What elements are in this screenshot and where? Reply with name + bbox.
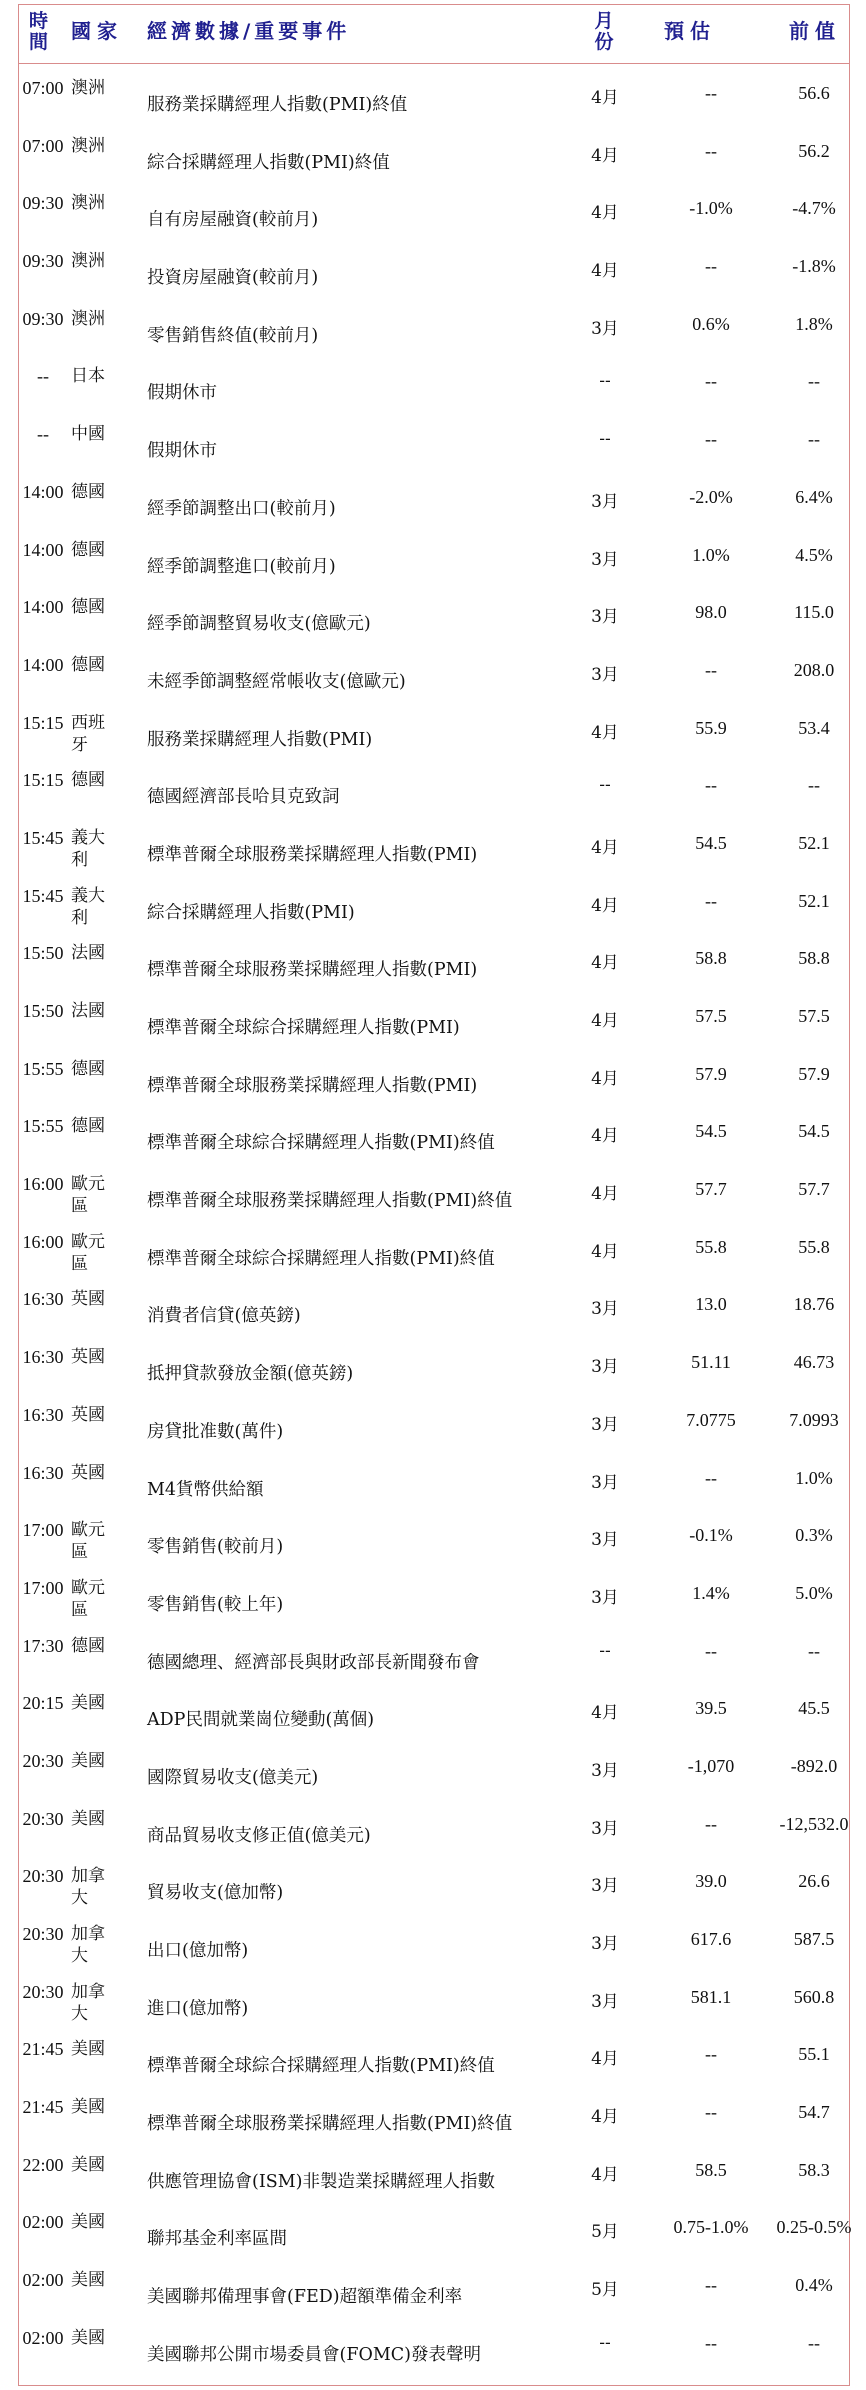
cell-country: 美國 <box>71 1693 105 1714</box>
cell-time: 20:30 <box>22 1808 64 1829</box>
cell-country: 德國 <box>71 597 105 618</box>
cell-event: 進口(億加幣) <box>147 1998 249 2019</box>
table-row <box>19 755 849 813</box>
table-row <box>19 1794 849 1852</box>
cell-prior: 57.9 <box>798 1063 830 1084</box>
cell-prior: -- <box>808 371 820 392</box>
cell-month: -- <box>599 429 611 450</box>
cell-month: 3月 <box>591 1934 619 1954</box>
cell-month: 3月 <box>591 1818 619 1839</box>
cell-time: 09:30 <box>22 193 64 214</box>
cell-prior: 208.0 <box>793 659 835 680</box>
cell-prior: 6.4% <box>795 486 833 507</box>
cell-prior: 0.4% <box>795 2275 833 2296</box>
cell-month: 5月 <box>591 2222 619 2243</box>
cell-event: 未經季節調整經常帳收支(億歐元) <box>147 671 406 692</box>
cell-time: 14:00 <box>22 481 64 502</box>
cell-prior: 0.3% <box>795 1525 833 1546</box>
cell-forecast: 0.6% <box>692 313 730 334</box>
cell-time: 14:00 <box>22 539 64 560</box>
cell-prior: 55.1 <box>798 2044 830 2065</box>
table-row <box>19 813 849 871</box>
cell-country: 法國 <box>71 1001 105 1021</box>
cell-country: 美國 <box>71 2097 105 2118</box>
cell-time: 17:00 <box>22 1520 64 1541</box>
cell-event: 供應管理協會(ISM)非製造業採購經理人指數 <box>147 2171 495 2192</box>
cell-prior: 54.7 <box>798 2102 830 2123</box>
cell-prior: 57.5 <box>798 1006 830 1026</box>
cell-prior: 52.1 <box>798 890 830 911</box>
cell-forecast: -- <box>705 2102 717 2123</box>
cell-prior: 115.0 <box>794 602 834 623</box>
cell-prior: 52.1 <box>798 832 830 853</box>
cell-prior: 18.76 <box>793 1294 835 1315</box>
table-row <box>19 525 849 583</box>
cell-month: -- <box>599 371 611 392</box>
cell-time: 20:30 <box>22 1981 64 2002</box>
cell-forecast: -- <box>705 371 717 392</box>
cell-country: 美國 <box>71 2039 105 2060</box>
cell-month: 4月 <box>591 261 619 282</box>
cell-country: 美國 <box>71 2154 105 2175</box>
cell-country: 義大利 <box>71 885 105 928</box>
table-row <box>19 2255 849 2313</box>
cell-month: 3月 <box>591 1760 619 1781</box>
cell-forecast: 57.9 <box>695 1063 727 1084</box>
cell-event: 商品貿易收支修正值(億美元) <box>147 1825 371 1846</box>
cell-forecast: -- <box>705 2275 717 2296</box>
cell-country: 歐元區 <box>71 1174 105 1217</box>
cell-country: 德國 <box>71 481 105 502</box>
cell-month: 3月 <box>591 1357 619 1378</box>
cell-country: 中國 <box>71 424 105 445</box>
table-row <box>19 294 849 352</box>
cell-event: 貿易收支(億加幣) <box>147 1883 284 1904</box>
table-row <box>19 2140 849 2198</box>
cell-forecast: -2.0% <box>689 486 733 507</box>
cell-country: 德國 <box>71 654 105 675</box>
cell-prior: 57.7 <box>798 1179 830 1200</box>
cell-forecast: 58.8 <box>695 948 727 969</box>
cell-month: 4月 <box>591 2107 619 2128</box>
cell-time: 15:55 <box>22 1116 64 1137</box>
cell-month: -- <box>599 775 611 796</box>
cell-event: 假期休市 <box>147 383 217 404</box>
cell-forecast: -- <box>705 2332 717 2353</box>
cell-month: 3月 <box>591 549 619 570</box>
cell-prior: 1.0% <box>795 1467 833 1488</box>
cell-forecast: -- <box>705 659 717 680</box>
cell-time: 14:00 <box>22 597 64 618</box>
cell-event: M4貨幣供給額 <box>147 1479 264 1500</box>
table-row <box>19 63 849 121</box>
cell-prior: 58.3 <box>798 2159 830 2180</box>
cell-time: 09:30 <box>22 308 64 329</box>
cell-country: 英國 <box>71 1289 105 1310</box>
table-row <box>19 467 849 525</box>
cell-month: 3月 <box>591 1991 619 2012</box>
cell-time: 09:30 <box>22 251 64 272</box>
cell-month: 4月 <box>591 2164 619 2185</box>
table-row <box>19 582 849 640</box>
table-row <box>19 1044 849 1102</box>
cell-country: 德國 <box>71 1058 105 1079</box>
cell-month: 3月 <box>591 1876 619 1897</box>
cell-month: 3月 <box>591 1472 619 1493</box>
cell-event: 標準普爾全球服務業採購經理人指數(PMI) <box>147 844 478 865</box>
cell-prior: 45.5 <box>798 1698 830 1719</box>
cell-event: 投資房屋融資(較前月) <box>147 268 319 289</box>
cell-time: 07:00 <box>22 135 64 156</box>
cell-prior: -892.0 <box>790 1755 838 1776</box>
cell-event: 綜合採購經理人指數(PMI)終值 <box>147 152 390 173</box>
cell-forecast: 13.0 <box>695 1294 727 1315</box>
cell-forecast: 54.5 <box>695 1121 727 1142</box>
cell-prior: 587.5 <box>793 1929 835 1949</box>
cell-prior: 53.4 <box>798 717 830 738</box>
cell-month: 4月 <box>591 837 619 858</box>
cell-time: 21:45 <box>22 2039 64 2060</box>
cell-event: 服務業採購經理人指數(PMI) <box>147 729 373 750</box>
cell-event: 綜合採購經理人指數(PMI) <box>147 902 355 923</box>
header-event: 經濟數據/重要事件 <box>147 19 351 43</box>
cell-time: 20:30 <box>22 1866 64 1887</box>
table-row <box>19 698 849 756</box>
cell-country: 歐元區 <box>71 1231 105 1274</box>
cell-time: 15:50 <box>22 943 64 964</box>
cell-forecast: -- <box>705 775 717 796</box>
cell-prior: -- <box>808 1640 820 1661</box>
cell-prior: 7.0993 <box>789 1409 839 1430</box>
cell-country: 美國 <box>71 1808 105 1829</box>
table-row <box>19 1101 849 1159</box>
cell-prior: 55.8 <box>798 1236 830 1257</box>
table-row <box>19 1505 849 1563</box>
table-row <box>19 1621 849 1679</box>
table-row <box>19 236 849 294</box>
table-row <box>19 1967 849 2025</box>
cell-event: 標準普爾全球綜合採購經理人指數(PMI)終值 <box>147 1248 495 1269</box>
cell-prior: 1.8% <box>795 313 833 334</box>
cell-event: 標準普爾全球服務業採購經理人指數(PMI) <box>147 960 478 981</box>
cell-country: 澳洲 <box>71 78 105 98</box>
cell-forecast: 58.5 <box>695 2159 727 2180</box>
cell-time: 02:00 <box>22 2212 64 2233</box>
cell-country: 義大利 <box>71 827 105 870</box>
cell-country: 美國 <box>71 2212 105 2233</box>
cell-month: 4月 <box>591 88 619 108</box>
cell-forecast: -- <box>705 429 717 450</box>
cell-prior: 5.0% <box>795 1582 833 1603</box>
table-row <box>19 986 849 1044</box>
cell-forecast: -1.0% <box>689 198 733 219</box>
cell-event: ADP民間就業崗位變動(萬個) <box>147 1710 375 1731</box>
cell-forecast: 581.1 <box>690 1986 732 2007</box>
cell-event: 標準普爾全球服務業採購經理人指數(PMI) <box>147 1075 478 1096</box>
cell-month: 4月 <box>591 1184 619 1205</box>
cell-month: 4月 <box>591 1703 619 1724</box>
cell-month: 4月 <box>591 953 619 974</box>
cell-time: 15:45 <box>22 885 64 906</box>
cell-forecast: 39.0 <box>695 1871 727 1892</box>
table-row <box>19 1563 849 1621</box>
table-row <box>19 2197 852 2255</box>
cell-event: 標準普爾全球綜合採購經理人指數(PMI) <box>147 1018 460 1038</box>
cell-forecast: -- <box>705 890 717 911</box>
cell-event: 美國聯邦備理事會(FED)超額準備金利率 <box>147 2287 463 2308</box>
cell-time: 22:00 <box>22 2154 64 2175</box>
cell-time: 16:30 <box>22 1462 64 1483</box>
cell-event: 抵押貸款發放金額(億英鎊) <box>147 1364 354 1385</box>
cell-country: 歐元區 <box>71 1577 105 1620</box>
cell-event: 經季節調整貿易收支(億歐元) <box>147 614 371 635</box>
cell-time: 15:15 <box>22 712 64 733</box>
cell-month: 4月 <box>591 1068 619 1089</box>
header-prior: 前值 <box>789 19 841 43</box>
table-row <box>19 1217 849 1275</box>
cell-forecast: 57.5 <box>695 1006 727 1026</box>
cell-month: 3月 <box>591 664 619 685</box>
cell-forecast: 7.0775 <box>686 1409 736 1430</box>
cell-forecast: -0.1% <box>689 1525 733 1546</box>
cell-time: 16:30 <box>22 1404 64 1425</box>
cell-time: -- <box>37 366 49 387</box>
cell-event: 德國經濟部長哈貝克致詞 <box>147 787 340 808</box>
table-row <box>19 1448 849 1506</box>
cell-time: 16:30 <box>22 1347 64 1368</box>
cell-country: 澳洲 <box>71 193 105 214</box>
cell-forecast: -- <box>705 83 717 103</box>
cell-event: 消費者信貸(億英鎊) <box>147 1306 301 1327</box>
cell-forecast: -1,070 <box>687 1755 735 1776</box>
cell-forecast: 51.11 <box>691 1352 731 1373</box>
cell-event: 經季節調整出口(較前月) <box>147 498 336 519</box>
cell-country: 西班牙 <box>71 712 105 755</box>
cell-month: 3月 <box>591 1414 619 1435</box>
table-row <box>19 1851 849 1909</box>
cell-event: 標準普爾全球綜合採購經理人指數(PMI)終值 <box>147 2056 495 2077</box>
cell-prior: -- <box>808 429 820 450</box>
table-row <box>19 2082 849 2140</box>
cell-forecast: 39.5 <box>695 1698 727 1719</box>
cell-time: 20:30 <box>22 1924 64 1944</box>
cell-month: 3月 <box>591 1530 619 1551</box>
table-row <box>19 409 849 467</box>
cell-month: -- <box>599 1640 611 1661</box>
cell-forecast: -- <box>705 1640 717 1661</box>
cell-event: 服務業採購經理人指數(PMI)終值 <box>147 95 408 115</box>
cell-country: 英國 <box>71 1462 105 1483</box>
cell-country: 加拿大 <box>71 1924 105 1966</box>
cell-prior: 560.8 <box>793 1986 835 2007</box>
cell-event: 經季節調整進口(較前月) <box>147 556 336 577</box>
cell-event: 國際貿易收支(億美元) <box>147 1767 319 1788</box>
cell-event: 美國聯邦公開市場委員會(FOMC)發表聲明 <box>147 2344 481 2365</box>
cell-country: 澳洲 <box>71 308 105 329</box>
table-row <box>19 871 849 929</box>
cell-forecast: 54.5 <box>695 832 727 853</box>
table-row <box>19 928 849 986</box>
cell-time: 15:45 <box>22 827 64 848</box>
cell-event: 聯邦基金利率區間 <box>147 2229 287 2250</box>
cell-prior: -- <box>808 2332 820 2353</box>
cell-country: 加拿大 <box>71 1981 105 2024</box>
cell-time: 14:00 <box>22 654 64 675</box>
cell-prior: -- <box>808 775 820 796</box>
cell-forecast: 98.0 <box>695 602 727 623</box>
cell-event: 零售銷售(較上年) <box>147 1594 284 1615</box>
cell-country: 美國 <box>71 1750 105 1771</box>
cell-time: 15:55 <box>22 1058 64 1079</box>
cell-forecast: 1.4% <box>692 1582 730 1603</box>
cell-month: 4月 <box>591 203 619 224</box>
table-header <box>19 5 849 64</box>
cell-prior: 56.2 <box>798 140 830 161</box>
cell-country: 法國 <box>71 943 105 964</box>
cell-month: 4月 <box>591 2049 619 2070</box>
cell-month: 4月 <box>591 1126 619 1147</box>
cell-prior: 56.6 <box>798 83 830 103</box>
table-row <box>19 2024 849 2082</box>
cell-time: 17:00 <box>22 1577 64 1598</box>
cell-month: 3月 <box>591 1587 619 1608</box>
cell-forecast: -- <box>705 140 717 161</box>
table-row <box>19 1390 849 1448</box>
cell-forecast: 57.7 <box>695 1179 727 1200</box>
table-row <box>19 1332 849 1390</box>
cell-event: 零售銷售(較前月) <box>147 1537 284 1558</box>
cell-month: -- <box>599 2332 611 2353</box>
cell-country: 歐元區 <box>71 1520 105 1563</box>
cell-forecast: 55.8 <box>695 1236 727 1257</box>
cell-prior: 0.25-0.5% <box>776 2217 852 2238</box>
header-forecast: 預估 <box>664 19 716 43</box>
cell-country: 英國 <box>71 1347 105 1368</box>
cell-month: 4月 <box>591 722 619 743</box>
cell-event: 出口(億加幣) <box>147 1941 249 1961</box>
table-row <box>19 121 849 179</box>
cell-country: 澳洲 <box>71 251 105 272</box>
cell-forecast: -- <box>705 1813 717 1834</box>
table-row <box>19 640 849 698</box>
cell-time: 02:00 <box>22 2270 64 2291</box>
cell-country: 加拿大 <box>71 1866 105 1909</box>
table-row <box>19 351 849 409</box>
cell-time: 20:15 <box>22 1693 64 1714</box>
cell-forecast: -- <box>705 2044 717 2065</box>
cell-time: 15:50 <box>22 1001 64 1021</box>
cell-prior: 58.8 <box>798 948 830 969</box>
cell-forecast: 1.0% <box>692 544 730 565</box>
cell-month: 3月 <box>591 1299 619 1320</box>
cell-forecast: 55.9 <box>695 717 727 738</box>
cell-month: 5月 <box>591 2280 619 2301</box>
cell-event: 自有房屋融資(較前月) <box>147 210 319 231</box>
table-row <box>19 1736 849 1794</box>
cell-event: 房貸批准數(萬件) <box>147 1421 284 1442</box>
cell-event: 零售銷售終值(較前月) <box>147 325 319 346</box>
header-month: 月份 <box>594 10 614 53</box>
cell-event: 德國總理、經濟部長與財政部長新聞發布會 <box>147 1652 480 1673</box>
cell-time: 16:00 <box>22 1174 64 1195</box>
header-country: 國家 <box>71 19 123 43</box>
economic-calendar-table <box>18 4 850 2386</box>
cell-country: 德國 <box>71 770 105 791</box>
cell-prior: 46.73 <box>793 1352 835 1373</box>
cell-prior: 54.5 <box>798 1121 830 1142</box>
cell-time: 17:30 <box>22 1635 64 1656</box>
cell-month: 4月 <box>591 1241 619 1262</box>
cell-month: 4月 <box>591 1011 619 1031</box>
cell-prior: -1.8% <box>792 256 836 277</box>
cell-time: 20:30 <box>22 1750 64 1771</box>
cell-month: 4月 <box>591 145 619 166</box>
cell-event: 標準普爾全球綜合採購經理人指數(PMI)終值 <box>147 1133 495 1154</box>
cell-forecast: -- <box>705 256 717 277</box>
cell-forecast: -- <box>705 1467 717 1488</box>
table-row <box>19 1159 849 1217</box>
cell-month: 4月 <box>591 895 619 916</box>
cell-forecast: 617.6 <box>690 1929 732 1949</box>
cell-month: 3月 <box>591 318 619 339</box>
table-row <box>19 1909 849 1967</box>
cell-country: 英國 <box>71 1404 105 1425</box>
cell-prior: 4.5% <box>795 544 833 565</box>
cell-country: 德國 <box>71 1635 105 1656</box>
cell-time: 16:30 <box>22 1289 64 1310</box>
cell-time: 21:45 <box>22 2097 64 2118</box>
cell-month: 3月 <box>591 491 619 512</box>
cell-event: 標準普爾全球服務業採購經理人指數(PMI)終值 <box>147 2114 513 2135</box>
cell-country: 德國 <box>71 1116 105 1137</box>
cell-month: 3月 <box>591 607 619 628</box>
cell-prior: -4.7% <box>792 198 836 219</box>
table-row <box>19 1678 849 1736</box>
cell-forecast: 0.75-1.0% <box>673 2217 749 2238</box>
table-row <box>19 178 849 236</box>
cell-country: 日本 <box>71 366 105 387</box>
cell-event: 假期休市 <box>147 441 217 462</box>
table-body <box>19 63 852 2371</box>
cell-time: 15:15 <box>22 770 64 791</box>
header-time: 時間 <box>29 10 51 53</box>
cell-time: 02:00 <box>22 2327 64 2348</box>
table-row <box>19 1274 849 1332</box>
cell-time: 16:00 <box>22 1231 64 1252</box>
cell-country: 澳洲 <box>71 135 105 156</box>
cell-prior: 26.6 <box>798 1871 830 1892</box>
cell-prior: -12,532.0 <box>779 1813 849 1834</box>
cell-country: 美國 <box>71 2327 105 2348</box>
cell-event: 標準普爾全球服務業採購經理人指數(PMI)終值 <box>147 1191 513 1212</box>
cell-country: 美國 <box>71 2270 105 2291</box>
cell-time: -- <box>37 424 49 445</box>
cell-time: 07:00 <box>22 78 64 98</box>
table-row <box>19 2313 849 2371</box>
cell-country: 德國 <box>71 539 105 560</box>
